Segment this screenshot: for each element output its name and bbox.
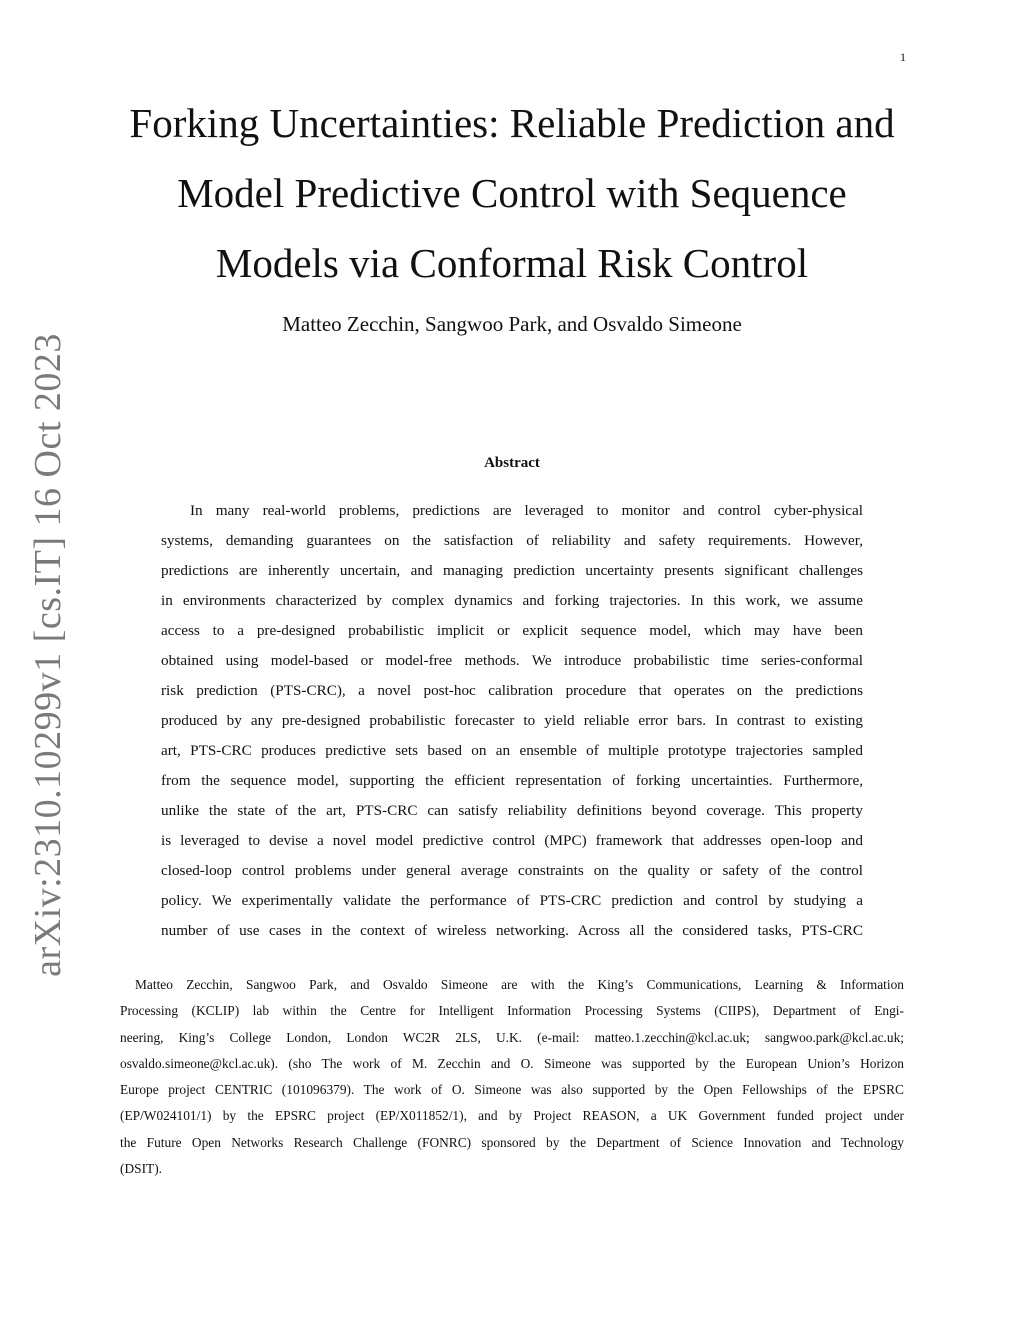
footnote-line: neering, King’s College London, London WC2R 2LS, U.K. (e-mail: matteo.1.zecchin@kcl.ac.uk; sangwoo.park@kcl.ac.uk; xyxy=(120,1029,904,1045)
abstract-line: In many real-world problems, predictions are leveraged to monitor and control cyber-physical xyxy=(190,502,863,519)
footnote-line: (DSIT). xyxy=(120,1161,163,1177)
abstract-body xyxy=(161,496,863,946)
author-list: Matteo Zecchin, Sangwoo Park, and Osvaldo Simeone xyxy=(282,312,742,336)
abstract-line: art, PTS-CRC produces predictive sets based on an ensemble of multiple prototype trajectories sampled xyxy=(161,742,863,759)
title-line: Models via Conformal Risk Control xyxy=(215,240,809,286)
abstract-line: risk prediction (PTS-CRC), a novel post-hoc calibration procedure that operates on the predictions xyxy=(161,682,863,699)
footnote-line: (EP/W024101/1) by the EPSRC project (EP/X011852/1), and by Project REASON, a UK Government funded project under xyxy=(120,1108,904,1124)
abstract-line: closed-loop control problems under general average constraints on the quality or safety of the control xyxy=(161,862,863,879)
author-affiliation-footnote xyxy=(120,972,904,1182)
abstract-line: obtained using model-based or model-free methods. We introduce probabilistic time series-conformal xyxy=(161,652,863,669)
abstract-heading: Abstract xyxy=(484,455,540,471)
abstract-line: systems, demanding guarantees on the satisfaction of reliability and safety requirements. However, xyxy=(161,532,863,549)
footnote-line: Europe project CENTRIC (101096379). The work of O. Simeone was also supported by the Open Fellowships of the EPSRC xyxy=(120,1082,904,1098)
abstract-line: produced by any pre-designed probabilistic forecaster to yield reliable error bars. In contrast to existing xyxy=(161,712,863,729)
title-line: Model Predictive Control with Sequence xyxy=(177,170,847,216)
abstract-line: predictions are inherently uncertain, and managing prediction uncertainty presents significant challenges xyxy=(161,562,863,579)
title-line: Forking Uncertainties: Reliable Prediction and xyxy=(129,100,895,146)
abstract-line: access to a pre-designed probabilistic implicit or explicit sequence model, which may have been xyxy=(161,622,863,639)
footnote-line: the Future Open Networks Research Challenge (FONRC) sponsored by the Department of Science Innovation and Technology xyxy=(120,1134,904,1150)
abstract-line: policy. We experimentally validate the performance of PTS-CRC prediction and control by studying a xyxy=(161,892,863,909)
footnote-line: Matteo Zecchin, Sangwoo Park, and Osvaldo Simeone are with the King’s Communications, Learning & Information xyxy=(135,977,904,992)
abstract-line: unlike the state of the art, PTS-CRC can satisfy reliability definitions beyond coverage. This property xyxy=(161,802,863,819)
paper-title xyxy=(100,88,924,298)
abstract-line: number of use cases in the context of wireless networking. Across all the considered tasks, PTS-CRC xyxy=(161,922,863,939)
abstract-line: is leveraged to devise a novel model predictive control (MPC) framework that addresses open-loop and xyxy=(161,832,863,849)
arxiv-identifier-stamp: arXiv:2310.10299v1 [cs.IT] 16 Oct 2023 xyxy=(27,333,69,977)
abstract-line: in environments characterized by complex dynamics and forking trajectories. In this work, we assume xyxy=(161,592,863,609)
abstract-line: from the sequence model, supporting the efficient representation of forking uncertainties. Furthermore, xyxy=(161,772,863,789)
footnote-line: osvaldo.simeone@kcl.ac.uk). (sho The work of M. Zecchin and O. Simeone was supported by the European Union’s Horizon xyxy=(120,1055,904,1071)
page-number: 1 xyxy=(900,50,906,64)
footnote-line: Processing (KCLIP) lab within the Centre for Intelligent Information Processing Systems (CIIPS), Department of Engi- xyxy=(120,1003,904,1019)
